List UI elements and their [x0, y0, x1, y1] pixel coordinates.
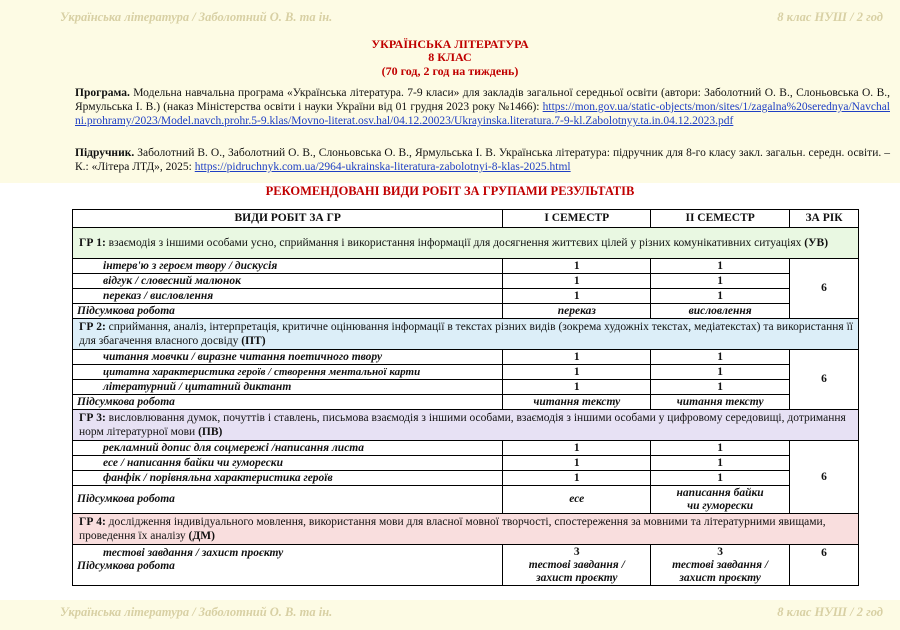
program-paragraph	[75, 86, 890, 128]
table-row	[73, 259, 859, 274]
header-semester-2: ІІ СЕМЕСТР	[651, 210, 790, 228]
group-1-description	[73, 228, 859, 259]
summary-semester-2-line-1: тестові завдання /	[672, 558, 769, 571]
group-1-label: ГР 1:	[79, 237, 106, 249]
activity-name: рекламний допис для соцмережі /написання листа	[73, 441, 503, 456]
program-label: Програма.	[75, 87, 130, 99]
table-row	[73, 350, 859, 365]
textbook-link[interactable]: https://pidruchnyk.com.ua/2964-ukrainska-literatura-zabolotnyi-8-klas-2025.html	[194, 161, 571, 173]
group-row-2	[73, 319, 859, 350]
year-total: 6	[790, 259, 859, 319]
group-3-description	[73, 410, 859, 441]
semester-1-value: 1	[503, 289, 651, 304]
group-4-label: ГР 4:	[79, 516, 106, 528]
semester-1-value: 1	[503, 441, 651, 456]
activity-name: відгук / словесний малюнок	[73, 274, 503, 289]
section-title: РЕКОМЕНДОВАНІ ВИДИ РОБІТ ЗА ГРУПАМИ РЕЗУЛЬТАТІВ	[265, 184, 635, 198]
group-4-description	[73, 514, 859, 545]
group-2-code: (ПТ)	[241, 335, 266, 347]
year-total: 6	[790, 350, 859, 410]
summary-semester-2-line-2: чи гуморески	[687, 499, 754, 512]
activity-name: переказ / висловлення	[73, 289, 503, 304]
year-total: 6	[790, 545, 859, 586]
summary-row	[73, 395, 859, 410]
semester-1-value: 1	[503, 456, 651, 471]
semester-1-value: 3	[573, 545, 580, 558]
table-row	[73, 365, 859, 380]
semester-2-value: 1	[651, 365, 790, 380]
semester-2-value: 3	[717, 545, 723, 558]
header-semester-1: І СЕМЕСТР	[503, 210, 651, 228]
table-row	[73, 456, 859, 471]
summary-semester-2: читання тексту	[651, 395, 790, 410]
summary-semester-2	[651, 545, 790, 586]
textbook-label: Підручник.	[75, 147, 135, 159]
group-3-code: (ПВ)	[198, 426, 223, 438]
group-1-text: взаємодія з іншими особами усно, сприймання і використання інформації для досягнення життєвих цілей у різних комунікативних ситуаціях	[105, 237, 805, 249]
summary-semester-1: читання тексту	[503, 395, 651, 410]
table-row	[73, 471, 859, 486]
summary-label: Підсумкова робота	[77, 560, 175, 572]
group-4-activity-cell	[73, 545, 503, 586]
grade-title: 8 КЛАС	[428, 50, 472, 64]
summary-label: Підсумкова робота	[73, 486, 503, 514]
activity-name: цитатна характеристика героїв / створення ментальної карти	[73, 365, 503, 380]
summary-semester-1-line-1: тестові завдання /	[528, 558, 625, 571]
summary-label: Підсумкова робота	[73, 304, 503, 319]
activity-name: фанфік / порівняльна характеристика героїв	[73, 471, 503, 486]
summary-semester-1	[503, 545, 651, 586]
activity-name: есе / написання байки чи гуморески	[73, 456, 503, 471]
table-row	[73, 274, 859, 289]
group-2-text: сприймання, аналіз, інтерпретація, критичне оцінювання інформації в текстах різних видів (зокрема художніх текстах, медіатекстах) та використання її для збагачення власного досвіду	[79, 321, 853, 347]
document-title: УКРАЇНСЬКА ЛІТЕРАТУРА	[371, 37, 529, 51]
summary-semester-1: есе	[503, 486, 651, 514]
summary-semester-1: переказ	[503, 304, 651, 319]
group-3-text: висловлювання думок, почуттів і ставлень, письмова взаємодія з іншими особами, взаємодія з іншими особами у цифровому середовищі, дотримання норм літературної мови	[79, 412, 846, 438]
summary-semester-2	[651, 486, 790, 514]
work-types-table	[72, 209, 859, 586]
activity-name: літературний / цитатний диктант	[73, 380, 503, 395]
summary-row	[73, 545, 859, 586]
group-2-description	[73, 319, 859, 350]
summary-row	[73, 486, 859, 514]
activity-name: тестові завдання / захист проєкту	[103, 547, 284, 559]
activity-name: інтерв'ю з героєм твору / дискусія	[73, 259, 503, 274]
activity-name: читання мовчки / виразне читання поетичного твору	[73, 350, 503, 365]
group-3-label: ГР 3:	[79, 412, 106, 424]
running-header-right: 8 клас НУШ / 2 год	[777, 10, 883, 24]
header-year: ЗА РІК	[790, 210, 859, 228]
group-row-4	[73, 514, 859, 545]
semester-2-value: 1	[651, 350, 790, 365]
semester-2-value: 1	[651, 471, 790, 486]
semester-2-value: 1	[651, 380, 790, 395]
program-link[interactable]: https://mon.gov.ua/static-objects/mon/sites/1/zagalna%20serednya/Navchalni.prohramy/2023/Model.navch.prohr.5-9.klas/Movno-literat.osv.hal/04.12.20023/Ukrayinska.literatura.7-9-kl.Zabolotnyy.ta.in.04.12.2023.pdf	[75, 101, 890, 127]
running-footer-left: Українська література / Заболотний О. В. та ін.	[60, 605, 333, 619]
textbook-text: Заболотний В. О., Заболотний О. В., Слоньовська О. В., Ярмульська І. В. Українська література: підручник для 8-го класу закл. загальн. середн. освіти. – К.: «Літера ЛТД», 2025:	[75, 147, 890, 173]
textbook-paragraph	[75, 146, 890, 174]
group-1-code: (УВ)	[804, 237, 829, 249]
group-4-code: (ДМ)	[188, 530, 215, 542]
table-row	[73, 441, 859, 456]
semester-1-value: 1	[503, 365, 651, 380]
hours-subtitle: (70 год, 2 год на тиждень)	[381, 64, 519, 78]
running-header-left: Українська література / Заболотний О. В. та ін.	[60, 10, 333, 24]
table-header-row	[73, 210, 859, 228]
semester-1-value: 1	[503, 380, 651, 395]
summary-row	[73, 304, 859, 319]
table-row	[73, 289, 859, 304]
header-work-types: ВИДИ РОБІТ ЗА ГР	[73, 210, 503, 228]
semester-2-value: 1	[651, 274, 790, 289]
summary-label: Підсумкова робота	[73, 395, 503, 410]
semester-1-value: 1	[503, 259, 651, 274]
semester-2-value: 1	[651, 259, 790, 274]
group-row-3	[73, 410, 859, 441]
program-text: Модельна навчальна програма «Українська література. 7-9 класи» для закладів загальної середньої освіти (автори: Заболотний О. В., Слоньовська О. В., Ярмульська І. В.) (наказ Міністерства освіти і науки України від 01 грудня 2023 року №1466):	[75, 87, 890, 113]
semester-1-value: 1	[503, 274, 651, 289]
year-total: 6	[790, 441, 859, 514]
group-2-label: ГР 2:	[79, 321, 106, 333]
semester-2-value: 1	[651, 441, 790, 456]
summary-semester-2: висловлення	[651, 304, 790, 319]
semester-2-value: 1	[651, 456, 790, 471]
semester-1-value: 1	[503, 471, 651, 486]
summary-semester-2-line-1: написання байки	[676, 486, 764, 499]
group-4-text: дослідження індивідуального мовлення, використання мови для власної мовної творчості, спостереження за мовними та літературними явищами, проведення їх аналізу	[79, 516, 826, 542]
table-row	[73, 380, 859, 395]
summary-semester-1-line-2: захист проєкту	[536, 571, 618, 584]
semester-1-value: 1	[503, 350, 651, 365]
semester-2-value: 1	[651, 289, 790, 304]
group-row-1	[73, 228, 859, 259]
running-footer-right: 8 клас НУШ / 2 год	[777, 605, 883, 619]
summary-semester-2-line-2: захист проєкту	[679, 571, 761, 584]
